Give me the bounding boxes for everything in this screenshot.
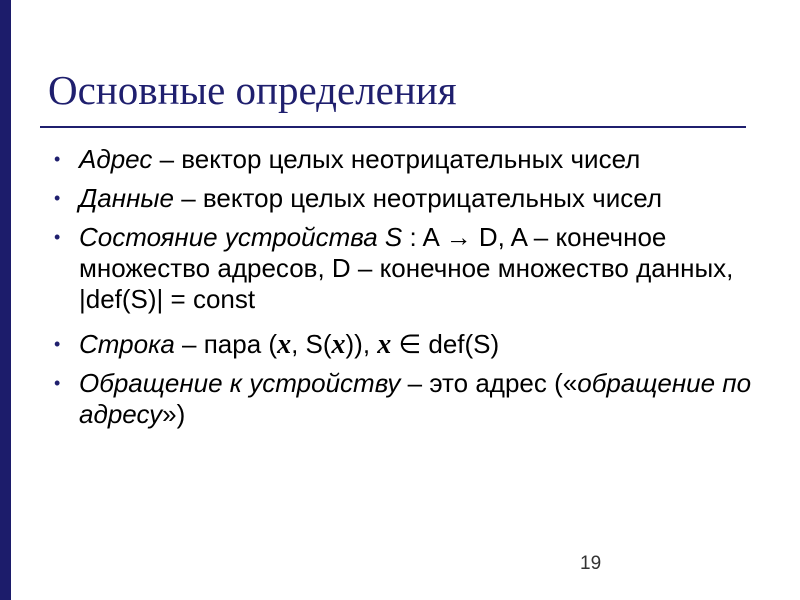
- term-device-access: Обращение к устройству: [79, 368, 401, 398]
- term-address: Адрес: [79, 144, 153, 174]
- quote-close: »): [162, 399, 186, 429]
- list-item-device-state: [52, 222, 752, 315]
- list-item-address: [52, 144, 752, 175]
- definition-row-part: – пара (: [174, 329, 278, 359]
- math-variable-x: x: [377, 329, 392, 360]
- definition-address: – вектор целых неотрицательных чисел: [152, 144, 641, 174]
- bullet-icon: •: [54, 149, 61, 169]
- list-item-data: [52, 183, 752, 214]
- term-device-state: Состояние устройства S: [79, 222, 403, 252]
- math-variable-x: x: [277, 329, 292, 360]
- bullet-icon: •: [54, 188, 61, 208]
- bullet-icon: •: [54, 227, 61, 247]
- definition-list: [52, 144, 752, 438]
- bullet-icon: •: [54, 373, 61, 393]
- definition-row-part: ∈ def(S): [391, 329, 500, 359]
- term-data: Данные: [79, 183, 174, 213]
- definition-device-state: : A → D, A – конечное множество адресов, D – конечное множество данных, |def(S)| = const: [79, 222, 734, 314]
- title-underline: [40, 126, 746, 128]
- list-item-device-access: [52, 368, 752, 430]
- definition-device-access-part: – это адрес (: [400, 368, 563, 398]
- definition-row-part: , S(: [291, 329, 332, 359]
- slide-title: Основные определения: [48, 67, 457, 113]
- quote-open: «: [562, 368, 578, 398]
- definition-data: – вектор целых неотрицательных чисел: [173, 183, 662, 213]
- list-item-row: [52, 329, 752, 360]
- definition-row-part: )),: [345, 329, 378, 359]
- page-number: 19: [580, 553, 602, 574]
- bullet-icon: •: [54, 334, 61, 354]
- math-variable-x: x: [331, 329, 346, 360]
- quoted-phrase: обращение по адресу: [79, 368, 752, 429]
- left-accent-bar: [0, 0, 11, 600]
- term-row: Строка: [79, 329, 175, 359]
